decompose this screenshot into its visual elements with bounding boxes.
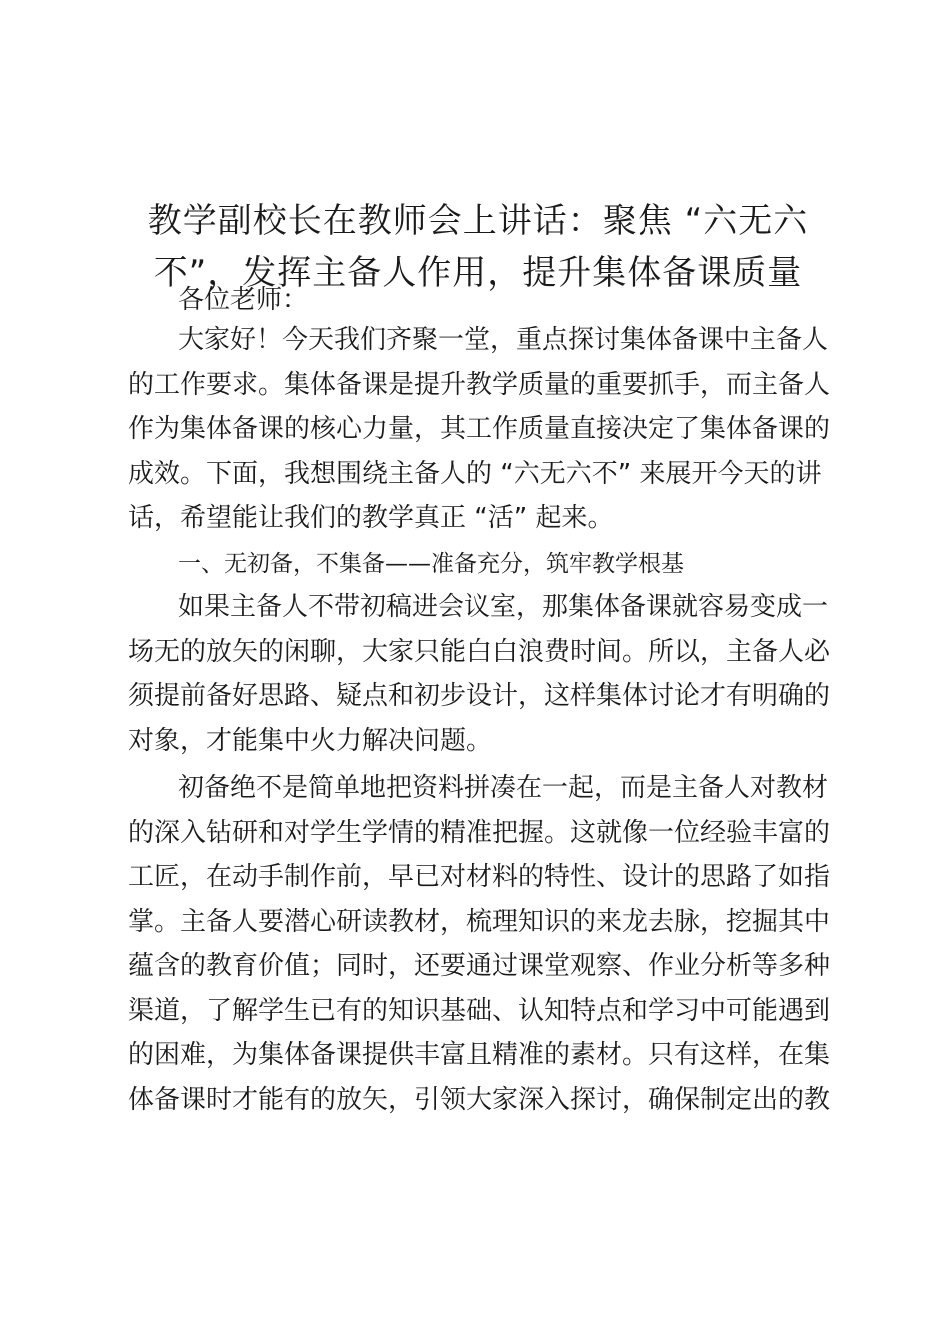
text-line: 的困难，为集体备课提供丰富且精准的素材。只有这样，在集 [128, 1040, 831, 1070]
text-line: 蕴含的教育价值；同时，还要通过课堂观察、作业分析等多种 [128, 951, 831, 981]
text-line: 场无的放矢的闲聊，大家只能白白浪费时间。所以，主备人必 [128, 636, 831, 667]
paragraph-3 [128, 766, 833, 1122]
text-line: 掌。主备人要潜心研读教材，梳理知识的来龙去脉，挖掘其中 [128, 906, 831, 937]
title-line: 不”，发挥主备人作用，提升集体备课质量 [153, 252, 803, 293]
text-line: 对象，才能集中火力解决问题。 [128, 725, 493, 756]
paragraph-intro [128, 318, 833, 541]
text-line: 工匠，在动手制作前，早已对材料的特性、设计的思路了如指 [128, 862, 831, 892]
text-line: 作为集体备课的核心力量，其工作质量直接决定了集体备课的 [128, 414, 831, 444]
text-line: 须提前备好思路、疑点和初步设计，这样集体讨论才有明确的 [128, 681, 831, 711]
title-line: 教学副校长在教师会上讲话：聚焦 “六无六 [147, 200, 809, 241]
text-line: 的深入钻研和对学生学情的精准把握。这就像一位经验丰富的 [128, 817, 831, 848]
section-heading: 一、无初备，不集备——准备充分，筑牢教学根基 [178, 551, 684, 577]
text-line: 体备课时才能有的放矢，引领大家深入探讨，确保制定出的教 [128, 1084, 831, 1115]
text-line: 如果主备人不带初稿进会议室，那集体备课就容易变成一 [178, 592, 829, 622]
text-line: 初备绝不是简单地把资料拼凑在一起，而是主备人对教材 [178, 773, 829, 803]
salutation-text: 各位老师： [178, 285, 309, 315]
text-line: 话，希望能让我们的教学真正 “活” 起来。 [128, 503, 614, 533]
text-line: 的工作要求。集体备课是提升教学质量的重要抓手，而主备人 [128, 369, 831, 400]
text-line: 渠道，了解学生已有的知识基础、认知特点和学习中可能遇到 [128, 995, 831, 1026]
text-line: 大家好！今天我们齐聚一堂，重点探讨集体备课中主备人 [178, 325, 829, 355]
paragraph-2 [128, 585, 833, 763]
text-line: 成效。下面，我想围绕主备人的 “六无六不” 来展开今天的讲 [128, 458, 822, 489]
salutation [128, 278, 833, 323]
